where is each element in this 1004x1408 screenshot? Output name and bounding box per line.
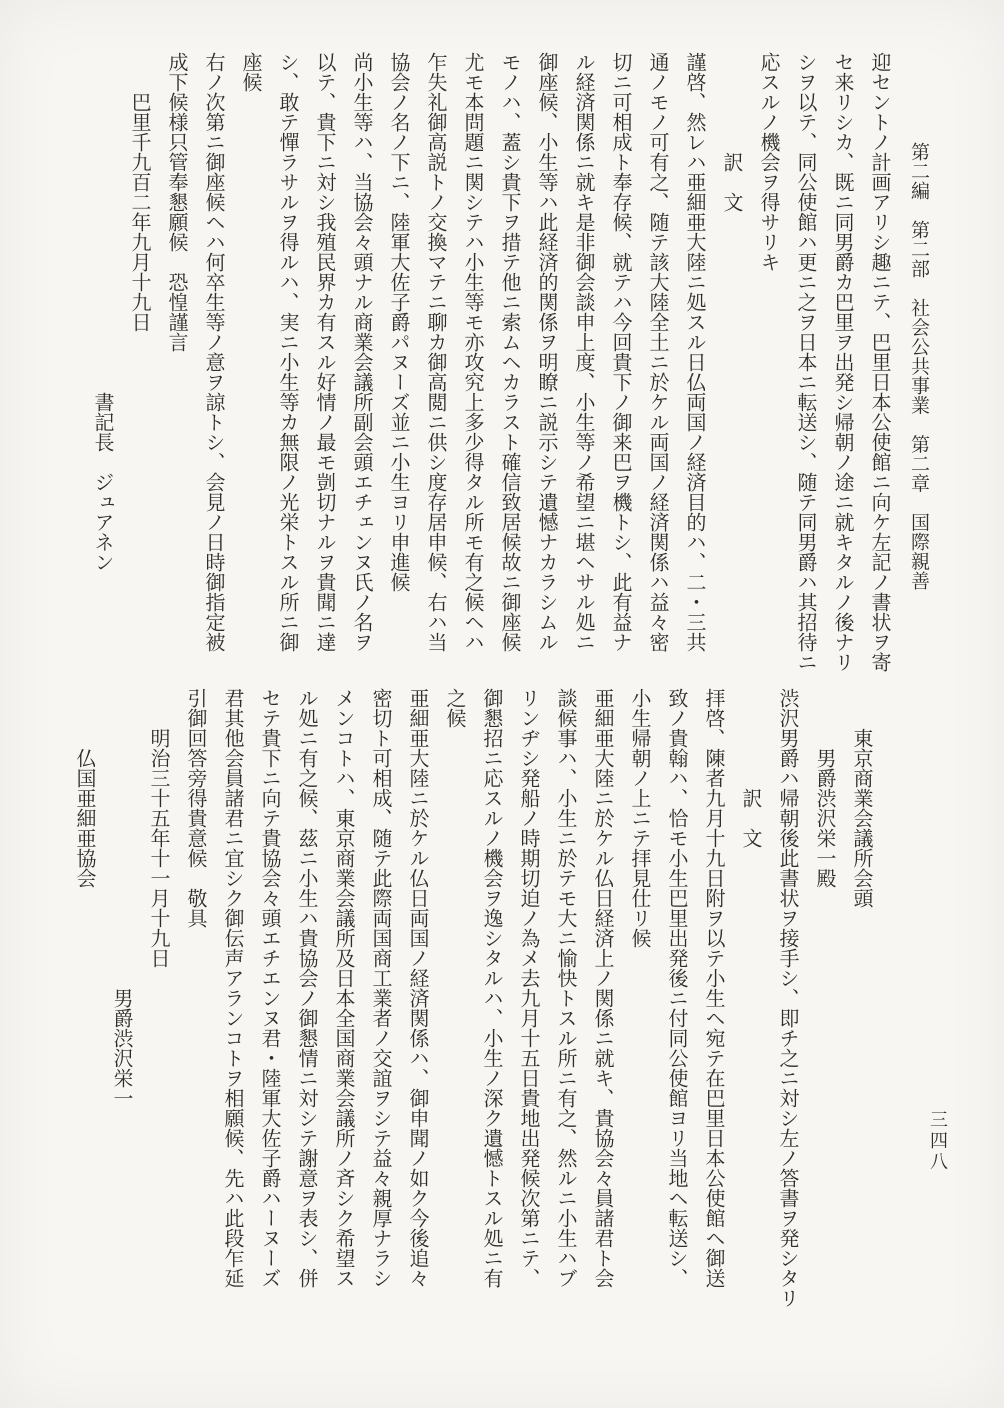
text-column: 男爵渋沢栄一 bbox=[110, 688, 134, 1108]
text-column: 訳 文 bbox=[720, 52, 744, 212]
text-column: 小生帰朝ノ上ニテ拝見仕リ候 bbox=[628, 688, 652, 948]
text-column: 応スルノ機会ヲ得サリキ bbox=[757, 52, 781, 272]
text-column: 談候事ハ、小生ニ於テモ大ニ愉快トスル所ニ有之、然ルニ小生ハブ bbox=[554, 688, 578, 1288]
text-column: 乍失礼御高説トノ交換マテニ聊カ御高閲ニ供シ度存居申候、右ハ当 bbox=[424, 52, 448, 652]
text-column: メンコトハ、東京商業会議所及日本全国商業会議所ノ斉シク希望ス bbox=[332, 688, 356, 1288]
running-head: 第二編 第二部 社会公共事業 第二章 国際親善 bbox=[908, 142, 930, 591]
text-column: 以テ、貴下ニ対シ我殖民界カ有スル好情ノ最モ剴切ナルヲ貴聞ニ達 bbox=[313, 52, 337, 652]
text-column: シ、敢テ憚ラサルヲ得ルハ、実ニ小生等カ無限ノ光栄トスル所ニ御 bbox=[276, 52, 300, 652]
text-column: 君其他会員諸君ニ宜シク御伝声アランコトヲ相願候、先ハ此段乍延 bbox=[221, 688, 245, 1288]
text-column: 通ノモノ可有之、随テ該大陸全土ニ於ケル両国ノ経済関係ハ益々密 bbox=[646, 52, 670, 652]
text-column: 之候 bbox=[443, 688, 467, 728]
text-column: セ来リシカ、既ニ同男爵カ巴里ヲ出発シ帰朝ノ途ニ就キタルノ後ナリ bbox=[831, 52, 855, 672]
text-column: 協会ノ名ノ下ニ、陸軍大佐子爵パヌーズ並ニ小生ヨリ申進候 bbox=[387, 52, 411, 592]
text-column: 座候 bbox=[239, 52, 263, 92]
text-column: 御座候、小生等ハ此経済的関係ヲ明瞭ニ説示シテ遺憾ナカラシムル bbox=[535, 52, 559, 652]
text-column: 亜細亜大陸ニ於ケル仏日経済上ノ関係ニ就キ、貴協会々員諸君ト会 bbox=[591, 688, 615, 1288]
text-column: 訳 文 bbox=[739, 688, 763, 848]
shibusawa-reply-letter bbox=[66, 688, 880, 1316]
text-column: 切ニ可相成ト奉存候、就テハ今回貴下ノ御来巴ヲ機トシ、此有益ナ bbox=[609, 52, 633, 652]
text-column: ル経済関係ニ就キ是非御会談申上度、小生等ノ希望ニ堪ヘサル処ニ bbox=[572, 52, 596, 652]
text-column: 謹啓、然レハ亜細亜大陸ニ処スル日仏両国ノ経済目的ハ、二・三共 bbox=[683, 52, 707, 652]
text-column: 右ノ次第ニ御座候ヘハ何卒生等ノ意ヲ諒トシ、会見ノ日時御指定被 bbox=[202, 52, 226, 652]
text-column: 書記長 ジュアネン bbox=[91, 52, 115, 572]
text-column: 亜細亜大陸ニ於ケル仏日両国ノ経済関係ハ、御申聞ノ如ク今後追々 bbox=[406, 688, 430, 1288]
text-column: リンヂシ発船ノ時期切迫ノ為メ去九月十五日貴地出発候次第ニテ、 bbox=[517, 688, 541, 1288]
text-column: 渋沢男爵ハ帰朝後此書状ヲ接手シ、即チ之ニ対シ左ノ答書ヲ発シタリ bbox=[776, 688, 800, 1308]
text-column: 致ノ貴翰ハ、恰モ小生巴里出発後ニ付同公使館ヨリ当地ヘ転送シ、 bbox=[665, 688, 689, 1288]
text-column: セテ貴下ニ向テ貴協会々頭エチエンヌ君・陸軍大佐子爵ハーヌーズ bbox=[258, 688, 282, 1288]
text-column: モノハ、蓋シ貴下ヲ措テ他ニ索ムヘカラスト確信致居候故ニ御座候 bbox=[498, 52, 522, 652]
letter-from-french-asia-society bbox=[84, 52, 898, 676]
text-column: 尚小生等ハ、当協会々頭ナル商業会議所副会頭エチェンヌ氏ノ名ヲ bbox=[350, 52, 374, 652]
text-column: 尤モ本問題ニ関シテハ小生等モ亦攻究上多少得タル所モ有之候ヘハ bbox=[461, 52, 485, 652]
text-column: 引御回答旁得貴意候 敬具 bbox=[184, 688, 208, 928]
text-column: 男爵渋沢栄一殿 bbox=[813, 688, 837, 888]
text-column: ル処ニ有之候、茲ニ小生ハ貴協会ノ御懇情ニ対シテ謝意ヲ表シ、併 bbox=[295, 688, 319, 1288]
text-column: シヲ以テ、同公使館ハ更ニ之ヲ日本ニ転送シ、随テ同男爵ハ其招待ニ bbox=[794, 52, 818, 672]
text-column: 仏国亜細亜協会 bbox=[73, 688, 97, 888]
text-column: 東京商業会議所会頭 bbox=[850, 688, 874, 908]
text-column: 密切ト可相成、随テ此際両国商工業者ノ交誼ヲシテ益々親厚ナラシ bbox=[369, 688, 393, 1288]
text-column: 明治三十五年十一月十九日 bbox=[147, 688, 171, 968]
text-column: 御懇招ニ応スルノ機会ヲ逸シタルハ、小生ノ深ク遺憾トスル処ニ有 bbox=[480, 688, 504, 1288]
text-column: 迎セントノ計画アリシ趣ニテ、巴里日本公使館ニ向ケ左記ノ書状ヲ寄 bbox=[868, 52, 892, 672]
page-number: 三四八 bbox=[927, 1110, 948, 1173]
text-column: 巴里千九百二年九月十九日 bbox=[128, 52, 152, 332]
text-column: 拝啓、陳者九月十九日附ヲ以テ小生ヘ宛テ在巴里日本公使館ヘ御送 bbox=[702, 688, 726, 1288]
text-column: 成下候様只管奉懇願候 恐惶謹言 bbox=[165, 52, 189, 352]
